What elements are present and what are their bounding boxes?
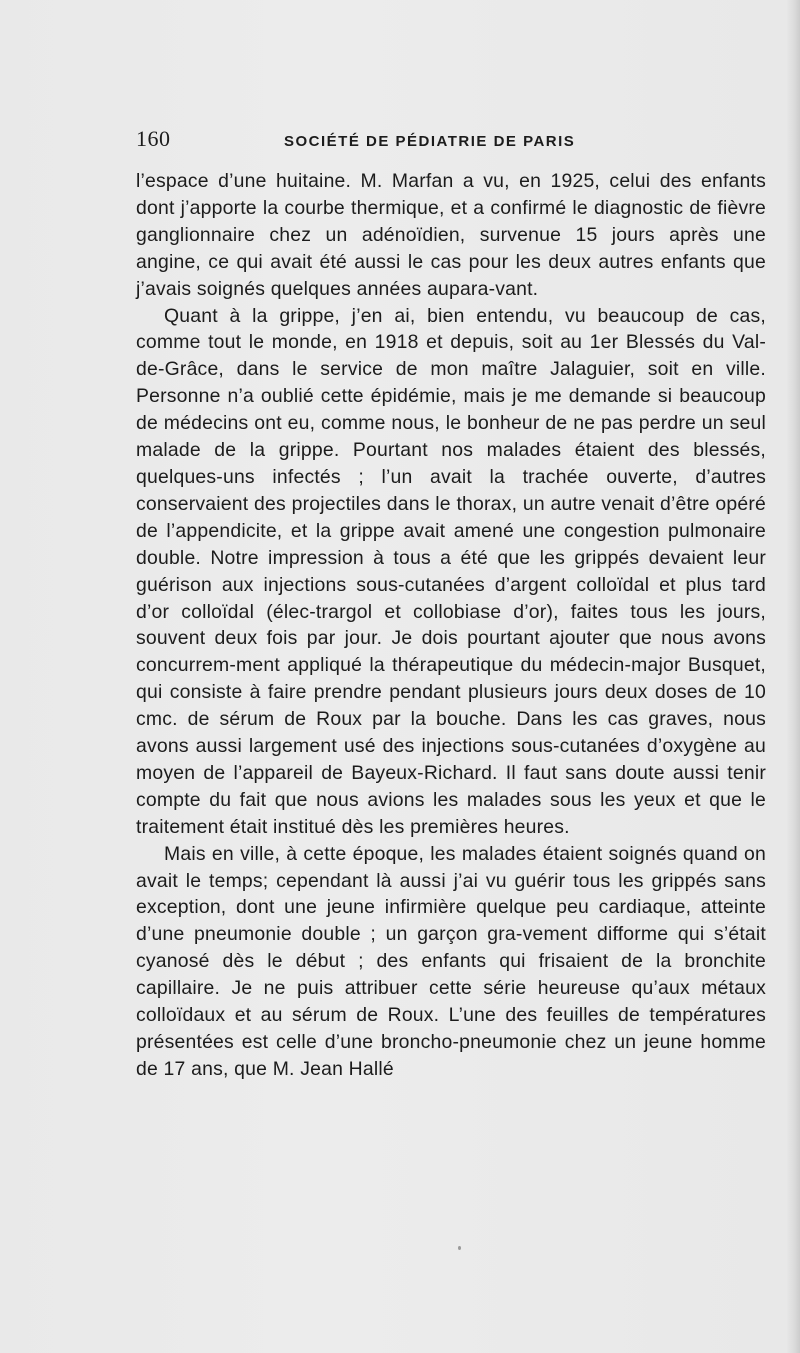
page-number: 160 bbox=[136, 126, 171, 151]
paragraph-2: Quant à la grippe, j’en ai, bien entendu, vu beaucoup de cas, comme tout le monde, en 1918 et depuis, soit au 1er Blessés du Val-de-Grâce, dans le service de mon maître Jalaguier, soit en ville. Personne n’a oublié cette épidémie, mais je me demande si beaucoup de médecins ont eu, comme nous, le bonheur de ne pas perdre un seul malade de la grippe. Pourtant nos malades étaient des blessés, quelques-uns infectés ; l’un avait la trachée ouverte, d’autres conservaient des projectiles dans le thorax, un autre venait d’être opéré de l’appendicite, et la grippe avait amené une congestion pulmonaire double. Notre impression à tous a été que les grippés devaient leur guérison aux injections sous-cutanées d’argent colloïdal et plus tard d’or colloïdal (élec-trargol et collobiase d’or), faites tous les jours, souvent deux fois par jour. Je dois pourtant ajouter que nous avons concurrem-ment appliqué la thérapeutique du médecin-major Busquet, qui consiste à faire prendre pendant plusieurs jours deux doses de 10 cmc. de sérum de Roux par la bouche. Dans les cas graves, nous avons aussi largement usé des injections sous-cutanées d’oxygène au moyen de l’appareil de Bayeux-Richard. Il faut sans doute aussi tenir compte du fait que nous avions les malades sous les yeux et que le traitement était institué dès les premières heures. bbox=[136, 304, 766, 838]
paragraph-3: Mais en ville, à cette époque, les malades étaient soignés quand on avait le temps; cependant là aussi j’ai vu guérir tous les grippés sans exception, dont une jeune infirmière quelque peu cardiaque, atteinte d’une pneumonie double ; un garçon gra-vement difforme qui s’était cyanosé dès le début ; des enfants qui frisaient de la bronchite capillaire. Je ne puis attribuer cette série heureuse qu’aux métaux colloïdaux et au sérum de Roux. L’une des feuilles de températures présentées est celle d’une broncho-pneumonie chez un jeune homme de 17 ans, que M. Jean Hallé bbox=[136, 842, 766, 1080]
page-edge-shadow bbox=[786, 0, 800, 1353]
body-text bbox=[136, 168, 766, 1083]
page-header bbox=[136, 126, 766, 156]
paper-speck bbox=[458, 1246, 461, 1250]
paragraph-1: l’espace d’une huitaine. M. Marfan a vu, en 1925, celui des enfants dont j’apporte la courbe thermique, et a confirmé le diagnostic de fièvre ganglionnaire chez un adénoïdien, survenue 15 jours après une angine, ce qui avait été aussi le cas pour les deux autres enfants que j’avais soignés quelques années aupara-vant. bbox=[136, 170, 766, 300]
running-head: SOCIÉTÉ DE PÉDIATRIE DE PARIS bbox=[284, 133, 576, 150]
